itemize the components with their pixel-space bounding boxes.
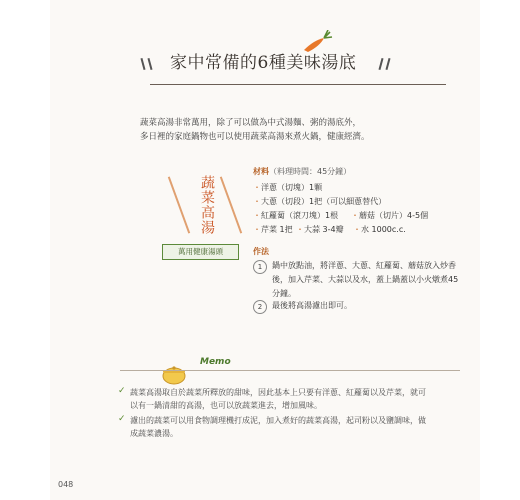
recipe-badge: 萬用健康湯頭 <box>162 244 239 260</box>
page-number: 048 <box>58 480 74 489</box>
memo-rule <box>120 370 460 371</box>
step-number: 1 <box>253 260 267 274</box>
memo-item: 濾出的蔬菜可以用食物調理機打成泥，加入煮好的蔬菜高湯，起司粉以及鹽調味，做 成蔬菜濃湯。 <box>130 416 426 438</box>
ingredients-label: 材料 <box>253 167 269 176</box>
check-icon: ✓ <box>118 414 126 424</box>
decor-tick-right-1 <box>378 58 383 70</box>
decor-tick-right-2 <box>385 58 390 70</box>
method-heading: 作法 <box>253 247 269 256</box>
ingredient-item: ・水 1000c.c. <box>353 225 406 234</box>
decor-tick-left-1 <box>140 58 145 70</box>
ingredient-item: ・洋蔥（切塊）1顆 <box>253 183 323 192</box>
step-number: 2 <box>253 300 267 314</box>
time-note: （料理時間：45分鐘） <box>269 167 352 176</box>
pot-icon <box>160 360 198 386</box>
step-text: 最後將高湯濾出即可。 <box>272 301 352 310</box>
intro-line-2: 多日裡的家庭鍋物也可以使用蔬菜高湯來煮火鍋，健康經濟。 <box>140 132 370 142</box>
ingredient-item: ・紅蘿蔔（滾刀塊）1根 <box>253 211 339 220</box>
page-title: 家中常備的6種美味湯底 <box>170 53 357 73</box>
title-block <box>50 40 480 80</box>
ingredient-item: ・大蔥（切段）1把（可以細蔥替代） <box>253 197 387 206</box>
decor-slash-left <box>168 176 190 233</box>
ingredient-item: ・蘑菇（切片）4-5個 <box>351 211 429 220</box>
memo-label: Memo <box>200 357 231 367</box>
ingredients-heading <box>253 166 351 177</box>
recipe-name: 蔬菜高湯 <box>199 175 215 235</box>
decor-tick-left-2 <box>147 58 152 70</box>
carrot-icon <box>300 30 334 56</box>
memo-item: 蔬菜高湯取自於蔬菜所釋放的甜味，因此基本上只要有洋蔥、紅蘿蔔以及芹菜，就可 以有一鍋清甜的高湯，也可以放蔬菜進去，增加風味。 <box>130 388 426 410</box>
check-icon: ✓ <box>118 386 126 396</box>
decor-slash-right <box>220 176 242 233</box>
intro-line-1: 蔬菜高湯非常萬用，除了可以做為中式湯麵、粥的湯底外， <box>140 118 362 128</box>
ingredient-item: ・大蒜 3-4瓣 <box>296 225 344 234</box>
title-rule <box>150 84 446 85</box>
page <box>50 0 480 500</box>
step-text: 鍋中放點油，將洋蔥、大蔥、紅蘿蔔、蘑菇放入炒香 後，加入芹菜、大蒜以及水，蓋上鍋蓋以小火燉煮45 分鐘。 <box>272 261 459 298</box>
intro-text <box>140 116 430 144</box>
ingredient-item: ・芹菜 1把 <box>253 225 293 234</box>
